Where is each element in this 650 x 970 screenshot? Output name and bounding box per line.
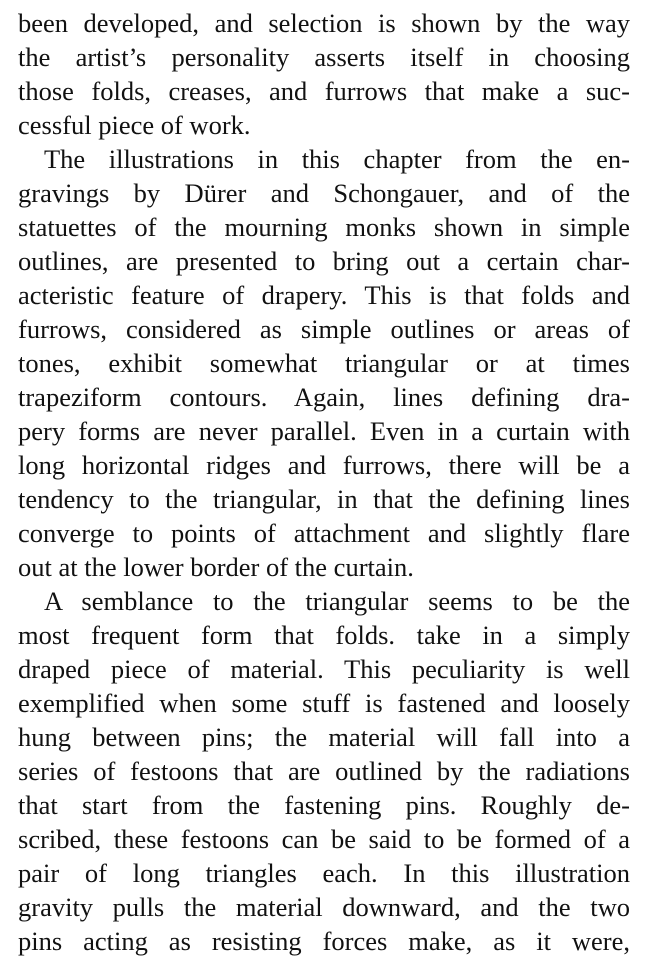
text-line: acteristic feature of drapery. This is that folds and <box>18 280 630 310</box>
text-line: cessful piece of work. <box>18 110 251 140</box>
text-line: trapeziform contours. Again, lines defining dra- <box>18 382 630 412</box>
text-line: A semblance to the triangular seems to be the <box>44 586 630 616</box>
text-line: series of festoons that are outlined by the radiations <box>18 756 630 786</box>
text-line: outlines, are presented to bring out a certain char- <box>18 246 630 276</box>
text-line: long horizontal ridges and furrows, there will be a <box>18 450 630 480</box>
text-line: those folds, creases, and furrows that make a suc- <box>18 76 630 106</box>
paragraph-2 <box>18 142 630 584</box>
text-line: been developed, and selection is shown by the way <box>18 8 630 38</box>
text-line: draped piece of material. This peculiarity is well <box>18 654 630 684</box>
text-line: scribed, these festoons can be said to be formed of a <box>18 824 630 854</box>
text-line: that start from the fastening pins. Roughly de- <box>18 790 630 820</box>
text-line: statuettes of the mourning monks shown in simple <box>18 212 630 242</box>
text-line: tendency to the triangular, in that the defining lines <box>18 484 630 514</box>
text-line: exemplified when some stuff is fastened and loosely <box>18 688 630 718</box>
text-line: pair of long triangles each. In this illustration <box>18 858 630 888</box>
text-line: most frequent form that folds. take in a simply <box>18 620 630 650</box>
body-text <box>18 6 630 958</box>
text-line: hung between pins; the material will fall into a <box>18 722 630 752</box>
text-line: gravings by Dürer and Schongauer, and of the <box>18 178 630 208</box>
text-line: the artist’s personality asserts itself in choosing <box>18 42 630 72</box>
text-line: tones, exhibit somewhat triangular or at times <box>18 348 630 378</box>
text-line: furrows, considered as simple outlines or areas of <box>18 314 630 344</box>
text-line: gravity pulls the material downward, and the two <box>18 892 630 922</box>
paragraph-1 <box>18 6 630 142</box>
paragraph-3 <box>18 584 630 958</box>
text-line: The illustrations in this chapter from the en- <box>44 144 630 174</box>
text-line: converge to points of attachment and slightly flare <box>18 518 630 548</box>
text-line: pery forms are never parallel. Even in a curtain with <box>18 416 630 446</box>
text-line: out at the lower border of the curtain. <box>18 552 414 582</box>
text-line: pins acting as resisting forces make, as it were, <box>18 926 630 956</box>
